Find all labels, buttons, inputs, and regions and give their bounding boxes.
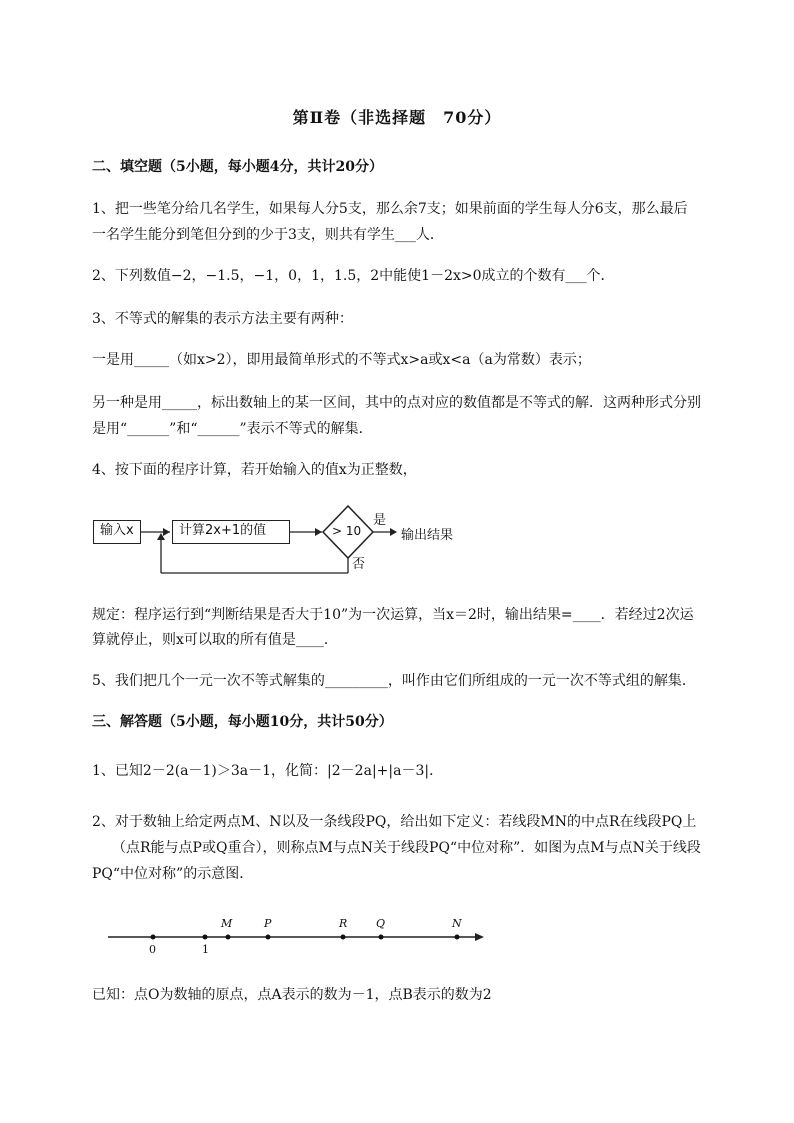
s2-q5: 5、我们把几个一元一次不等式解集的_________，叫作由它们所组成的一元一次不等式组的解集． [92,673,696,689]
no-label: 否 [352,557,366,572]
s3-q2-line2: （点R能与点P或Q重合），则称点M与点N关于线段PQ“中位对称”．如图为点M与点N关于线段 [112,840,701,856]
point-label-q: Q [376,917,386,930]
section3-heading: 三、解答题（5小题，每小题10分，共计50分） [92,714,393,730]
page-title: 第Ⅱ卷（非选择题 70分） [292,108,502,127]
s2-q3-line3: 另一种是用_____，标出数轴上的某一区间，其中的点对应的数值都是不等式的解．这两种形式分别 [92,395,701,411]
s2-q3-line1: 3、不等式的解集的表示方法主要有两种： [92,311,353,327]
point-r-dot [341,935,346,940]
s2-q1-line1: 1、把一些笔分给几名学生，如果每人分5支，那么余7支；如果前面的学生每人分6支，那么最后 [92,201,688,217]
s3-q2-line4: 已知：点O为数轴的原点，点A表示的数为－1，点B表示的数为2 [92,987,492,1003]
s3-q2-line1: 2、对于数轴上给定两点M、N以及一条线段PQ，给出如下定义：若线段MN的中点R在线段PQ上 [92,814,697,830]
point-label-r: R [339,917,348,930]
s2-q4-rule2: 算就停止，则x可以取的所有值是____． [92,632,338,648]
tick-0-dot [151,935,156,940]
s2-q4-rule1: 规定：程序运行到“判断结果是否大于10”为一次运算，当x＝2时，输出结果=____．若经过2次运 [92,607,694,623]
s2-q3-line4: 是用“______”和“______”表示不等式的解集． [92,421,373,437]
point-q-dot [379,935,384,940]
decision-label: > 10 [332,524,362,538]
input-box: 输入x [93,520,141,544]
point-label-p: P [264,917,272,930]
s3-q2-line3: PQ“中位对称”的示意图． [92,866,254,882]
yes-label: 是 [373,513,387,528]
s3-q1: 1、已知2－2(a－1)＞3a－1，化简：|2－2a|+|a－3|． [92,763,444,779]
point-label-m: M [221,917,233,930]
tick-label-1: 1 [202,943,209,956]
s2-q1-line2: 一名学生能分到笔但分到的少于3支，则共有学生___人． [92,227,444,243]
s2-q2: 2、下列数值−2，−1.5，−1，0，1，1.5，2中能使1－2x>0成立的个数有___个． [92,268,615,284]
point-p-dot [266,935,271,940]
output-label: 输出结果 [401,528,454,543]
tick-label-0: 0 [149,943,156,956]
compute-box: 计算2x+1的值 [172,520,290,544]
section2-heading: 二、填空题（5小题，每小题4分，共计20分） [92,159,383,175]
point-m-dot [226,935,231,940]
point-label-n: N [452,917,462,930]
s2-q3-line2: 一是用_____（如x>2），即用最简单形式的不等式x>a或x<a（a为常数）表示； [92,352,591,368]
s2-q4-line1: 4、按下面的程序计算，若开始输入的值x为正整数， [92,462,417,478]
tick-1-dot [203,935,208,940]
point-n-dot [455,935,460,940]
